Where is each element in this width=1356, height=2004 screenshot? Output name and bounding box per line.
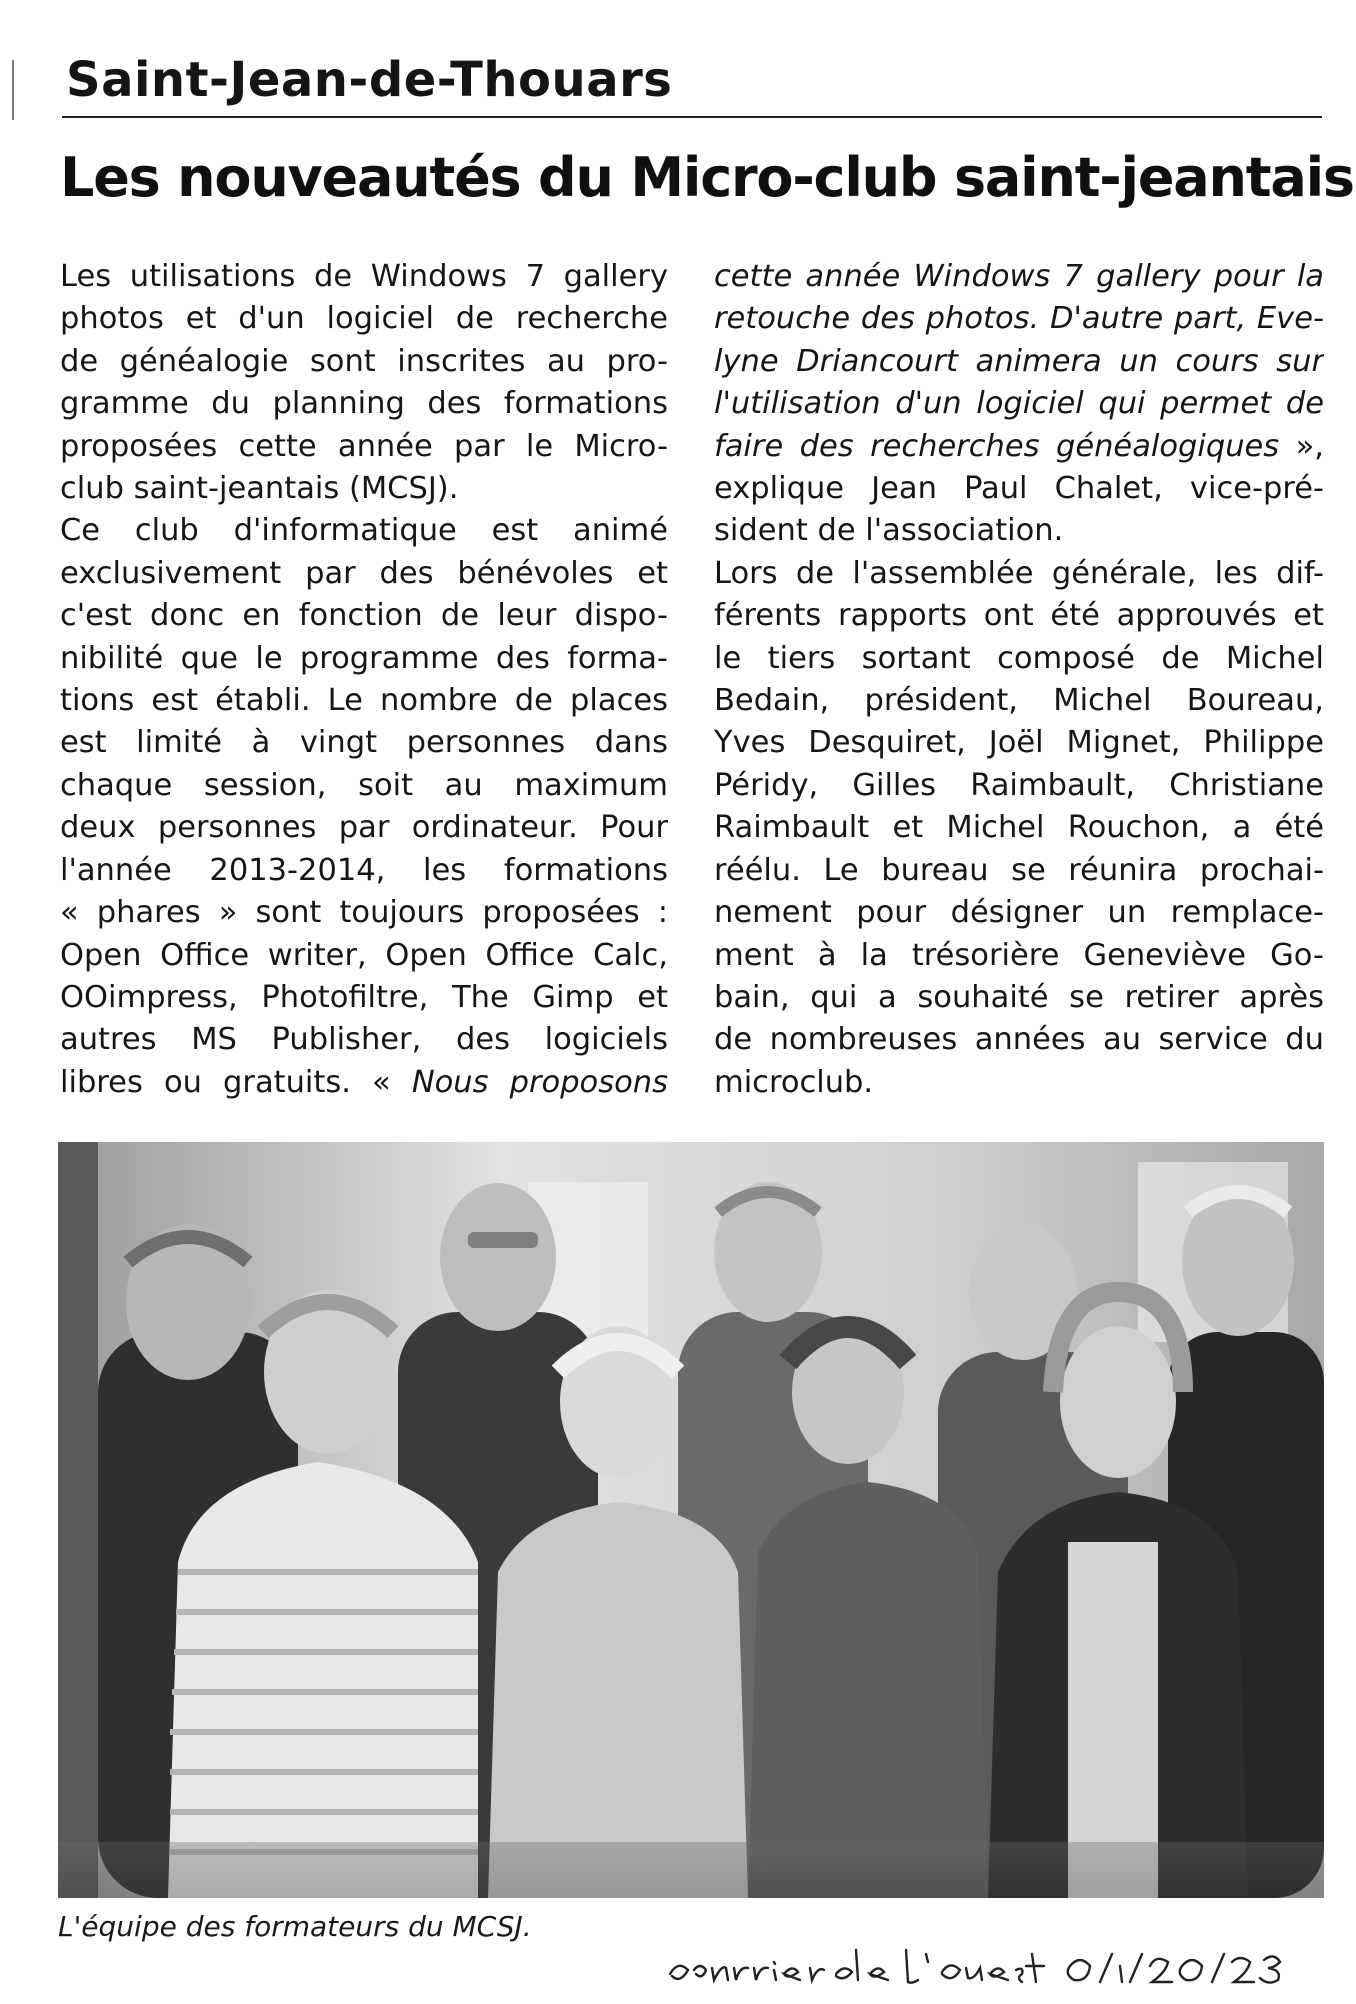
quote-line (714, 341, 1324, 383)
text-line: nibilité que le programme des forma- (60, 640, 668, 676)
group-photo (58, 1142, 1324, 1898)
text-line: Bedain, président, Michel Boureau, (714, 683, 1324, 719)
quote-line (714, 256, 1324, 298)
quote-fragment: lyne Driancourt animera un cours sur (714, 343, 1324, 379)
text-line: proposées cette année par le Micro- (60, 428, 668, 464)
text-line: deux personnes par ordinateur. Pour (60, 810, 668, 846)
text-line: Péridy, Gilles Raimbault, Christiane (714, 767, 1324, 803)
quote-fragment: faire des recherches généalogiques (714, 428, 1280, 464)
text-line: sident de l'association. (714, 513, 1064, 549)
text-line: tions est établi. Le nombre de places (60, 683, 668, 719)
group-photo-illustration (58, 1142, 1324, 1898)
section-rubric (62, 48, 1322, 118)
text-line: gramme du planning des formations (60, 386, 668, 422)
text-line: photos et d'un logiciel de recherche (60, 301, 668, 337)
text-fragment: », (1279, 428, 1324, 464)
text-line: Les utilisations de Windows 7 gallery (60, 259, 668, 294)
text-line: Ce club d'informatique est animé (60, 513, 668, 549)
text-line: Raimbault et Michel Rouchon, a été (714, 810, 1324, 846)
text-line: bain, qui a souhaité se retirer après (714, 979, 1324, 1015)
text-line: autres MS Publisher, des logiciels (60, 1022, 668, 1058)
text-line: nement pour désigner un remplace- (714, 895, 1324, 931)
text-line (60, 1062, 668, 1104)
quote-fragment: cette année Windows 7 gallery pour la (714, 259, 1324, 294)
text-line: de nombreuses années au service du (714, 1022, 1324, 1058)
article-column-right (714, 256, 1324, 1104)
text-line: OOimpress, Photofiltre, The Gimp et (60, 979, 668, 1015)
text-line: chaque session, soit au maximum (60, 767, 668, 803)
quote-line (714, 298, 1324, 340)
text-line: ment à la trésorière Geneviève Go- (714, 937, 1324, 973)
text-line: est limité à vingt personnes dans (60, 725, 668, 761)
text-line: exclusivement par des bénévoles et (60, 555, 668, 591)
text-line: « phares » sont toujours proposées : (60, 895, 668, 931)
quote-fragment: retouche des photos. D'autre part, Eve- (714, 301, 1324, 337)
text-fragment: libres ou gratuits. « (60, 1064, 412, 1100)
text-line: explique Jean Paul Chalet, vice-pré- (714, 471, 1324, 507)
rubric-title: Saint-Jean-de-Thouars (66, 52, 673, 108)
text-line: l'année 2013-2014, les formations (60, 852, 668, 888)
text-line: c'est donc en fonction de leur dispo- (60, 598, 668, 634)
handwritten-source-note (660, 1940, 1320, 1996)
text-line: Yves Desquiret, Joël Mignet, Philippe (714, 725, 1324, 761)
quote-line (714, 383, 1324, 425)
article-headline: Les nouveautés du Micro-club saint-jeantais (60, 146, 1354, 209)
text-line: réélu. Le bureau se réunira prochai- (714, 852, 1324, 888)
quote-fragment: l'utilisation d'un logiciel qui permet de (714, 386, 1324, 422)
text-line: club saint-jeantais (MCSJ). (60, 471, 459, 507)
text-line: férents rapports ont été approuvés et (714, 598, 1324, 634)
text-line: de généalogie sont inscrites au pro- (60, 343, 668, 379)
quote-fragment: Nous proposons (411, 1064, 668, 1100)
text-line: Open Office writer, Open Office Calc, (60, 937, 668, 973)
handwritten-signature (660, 1940, 1320, 1996)
photo-caption: L'équipe des formateurs du MCSJ. (58, 1910, 532, 1943)
text-line: Lors de l'assemblée générale, les dif- (714, 555, 1324, 591)
article-column-left (60, 256, 668, 1104)
quote-line (714, 426, 1324, 468)
text-line: le tiers sortant composé de Michel (714, 640, 1324, 676)
text-line: microclub. (714, 1064, 874, 1100)
scan-edge-mark (12, 60, 14, 120)
